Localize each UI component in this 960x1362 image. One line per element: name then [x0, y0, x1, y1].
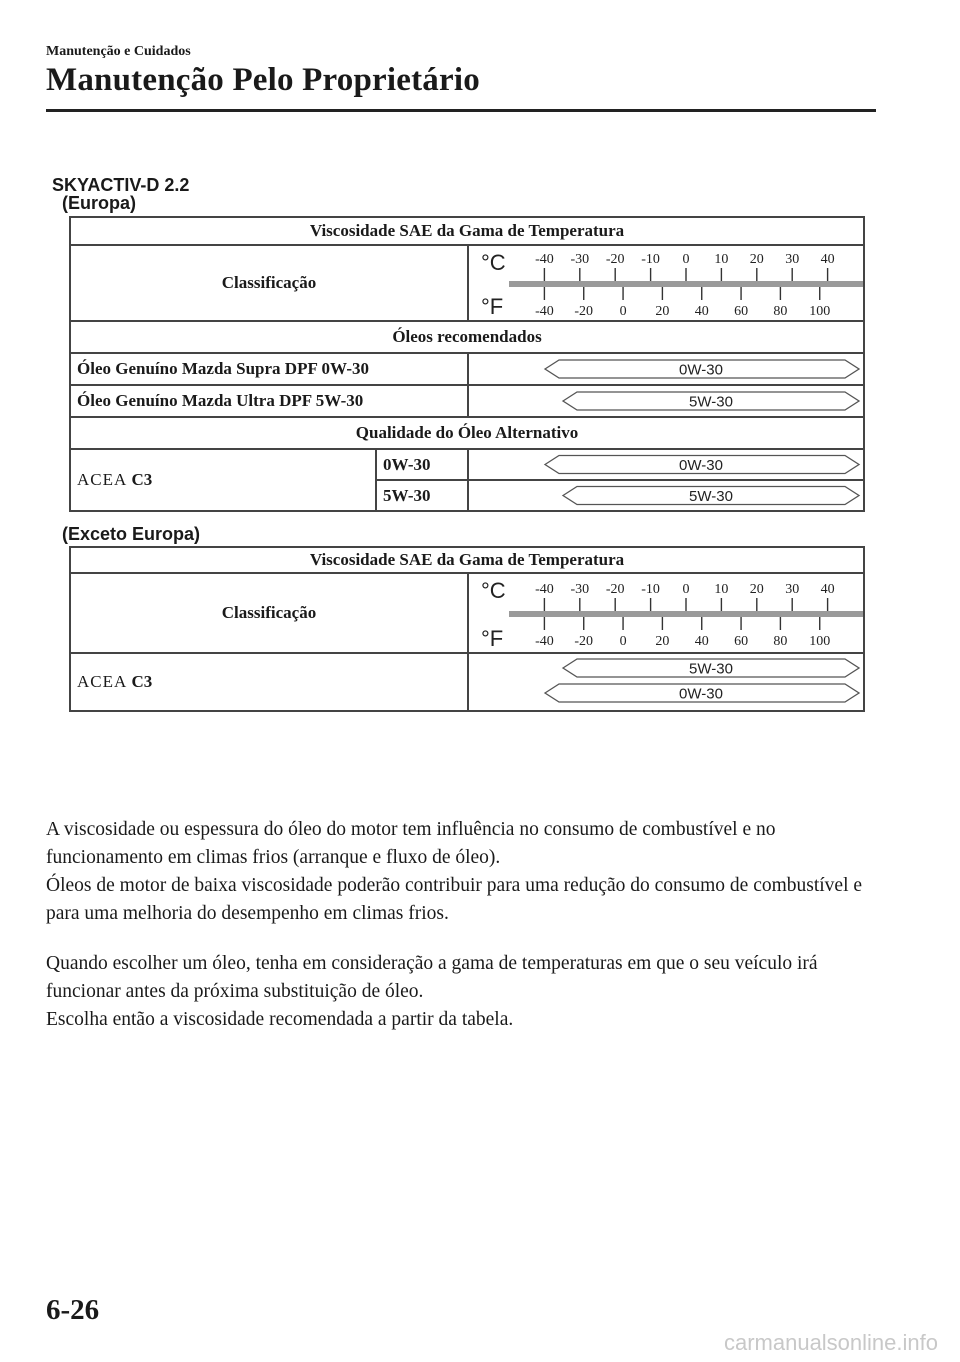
- celsius-tick-label: -20: [605, 252, 625, 267]
- fahrenheit-tick-label: 20: [655, 634, 670, 649]
- celsius-tick-label: 0: [682, 252, 690, 267]
- oil-table-europe: [69, 216, 865, 512]
- svg-text:5W-30: 5W-30: [689, 660, 733, 678]
- svg-text:0W-30: 0W-30: [679, 457, 723, 474]
- svg-text:0W-30: 0W-30: [679, 685, 723, 703]
- celsius-tick-label: -40: [535, 252, 554, 267]
- viscosity-bar: [468, 480, 864, 511]
- celsius-tick-label: 10: [714, 582, 729, 597]
- celsius-tick-label: 10: [714, 252, 729, 267]
- scale-bar: [509, 611, 863, 617]
- paragraph-choose-oil: Quando escolher um óleo, tenha em consideração a gama de temperaturas em que o seu veículo irá funcionar antes da próxima substituição de óleo.: [46, 953, 818, 1002]
- celsius-tick-label: 30: [785, 252, 800, 267]
- table-row: [70, 449, 864, 480]
- viscosity-bar: [468, 449, 864, 480]
- viscosity-bars: [468, 653, 864, 711]
- fahrenheit-tick-label: 60: [734, 304, 749, 319]
- fahrenheit-tick-label: 40: [694, 634, 709, 649]
- fahrenheit-unit: °F: [481, 626, 504, 651]
- celsius-tick-label: 0: [682, 582, 690, 597]
- table-header: Viscosidade SAE da Gama de Temperatura: [70, 217, 864, 245]
- oil-name: Óleo Genuíno Mazda Ultra DPF 5W-30: [70, 385, 468, 417]
- acea-value: C3: [131, 470, 153, 489]
- celsius-tick-label: -30: [570, 252, 590, 267]
- table-row: [70, 653, 864, 711]
- celsius-tick-label: 40: [820, 252, 835, 267]
- engine-label: SKYACTIV-D 2.2: [52, 175, 190, 195]
- fahrenheit-tick-label: 80: [773, 304, 788, 319]
- celsius-tick-label: -20: [605, 582, 625, 597]
- alternative-header: Qualidade do Óleo Alternativo: [70, 417, 864, 449]
- acea-spec: [70, 449, 376, 511]
- fahrenheit-tick-label: 40: [694, 304, 709, 319]
- celsius-unit: °C: [481, 578, 506, 603]
- table-header: Viscosidade SAE da Gama de Temperatura: [70, 547, 864, 573]
- celsius-tick-label: -10: [641, 582, 660, 597]
- scale-bar: [509, 281, 863, 287]
- paragraph-low-viscosity: Óleos de motor de baixa viscosidade poderão contribuir para uma redução do consumo de combustível e para uma melhoria do desempenho em climas frios.: [46, 875, 863, 924]
- oil-table-non-europe: [69, 546, 865, 712]
- celsius-unit: °C: [481, 250, 506, 275]
- temperature-scale: [468, 245, 864, 321]
- classification-label: Classificação: [70, 573, 468, 653]
- svg-text:0W-30: 0W-30: [679, 361, 723, 379]
- fahrenheit-tick-label: 100: [809, 634, 831, 649]
- fahrenheit-tick-label: 60: [734, 634, 749, 649]
- celsius-tick-label: -30: [570, 582, 590, 597]
- celsius-tick-label: -10: [641, 252, 660, 267]
- paragraph-choose-viscosity: Escolha então a viscosidade recomendada a partir da tabela.: [46, 1009, 514, 1030]
- region-label-europe: (Europa): [62, 193, 136, 213]
- grade-label: 0W-30: [376, 449, 468, 480]
- section-header: Manutenção e Cuidados: [46, 44, 191, 59]
- celsius-tick-label: -40: [535, 582, 554, 597]
- oil-name: Óleo Genuíno Mazda Supra DPF 0W-30: [70, 353, 468, 385]
- fahrenheit-tick-label: -40: [535, 304, 554, 319]
- header-rule: [46, 109, 876, 112]
- page-number: 6-26: [46, 1294, 100, 1326]
- acea-spec: [70, 653, 468, 711]
- celsius-tick-label: 20: [749, 582, 764, 597]
- acea-value: C3: [131, 672, 153, 691]
- table-row: [70, 385, 864, 417]
- recommended-header: Óleos recomendados: [70, 321, 864, 353]
- acea-prefix: ACEA: [77, 672, 128, 691]
- celsius-tick-label: 30: [785, 582, 800, 597]
- fahrenheit-tick-label: -20: [574, 634, 594, 649]
- classification-label: Classificação: [70, 245, 468, 321]
- grade-label: 5W-30: [376, 480, 468, 511]
- svg-text:5W-30: 5W-30: [689, 488, 733, 505]
- svg-text:5W-30: 5W-30: [689, 393, 733, 411]
- page-title: Manutenção Pelo Proprietário: [46, 62, 480, 98]
- table-row: [70, 353, 864, 385]
- fahrenheit-unit: °F: [481, 294, 504, 319]
- celsius-tick-label: 20: [749, 252, 764, 267]
- viscosity-bar: [468, 353, 864, 385]
- viscosity-bar: [468, 385, 864, 417]
- watermark: carmanualsonline.info: [723, 1330, 938, 1355]
- fahrenheit-tick-label: -20: [574, 304, 594, 319]
- fahrenheit-tick-label: 0: [619, 634, 627, 649]
- fahrenheit-tick-label: 100: [809, 304, 831, 319]
- acea-prefix: ACEA: [77, 470, 128, 489]
- temperature-scale: [468, 573, 864, 653]
- paragraph-viscosity: A viscosidade ou espessura do óleo do motor tem influência no consumo de combustível e no funcionamento em climas frios (arranque e fluxo de óleo).: [46, 819, 776, 868]
- fahrenheit-tick-label: 0: [619, 304, 627, 319]
- fahrenheit-tick-label: 80: [773, 634, 788, 649]
- region-label-non-europe: (Exceto Europa): [62, 524, 201, 544]
- fahrenheit-tick-label: 20: [655, 304, 670, 319]
- celsius-tick-label: 40: [820, 582, 835, 597]
- fahrenheit-tick-label: -40: [535, 634, 554, 649]
